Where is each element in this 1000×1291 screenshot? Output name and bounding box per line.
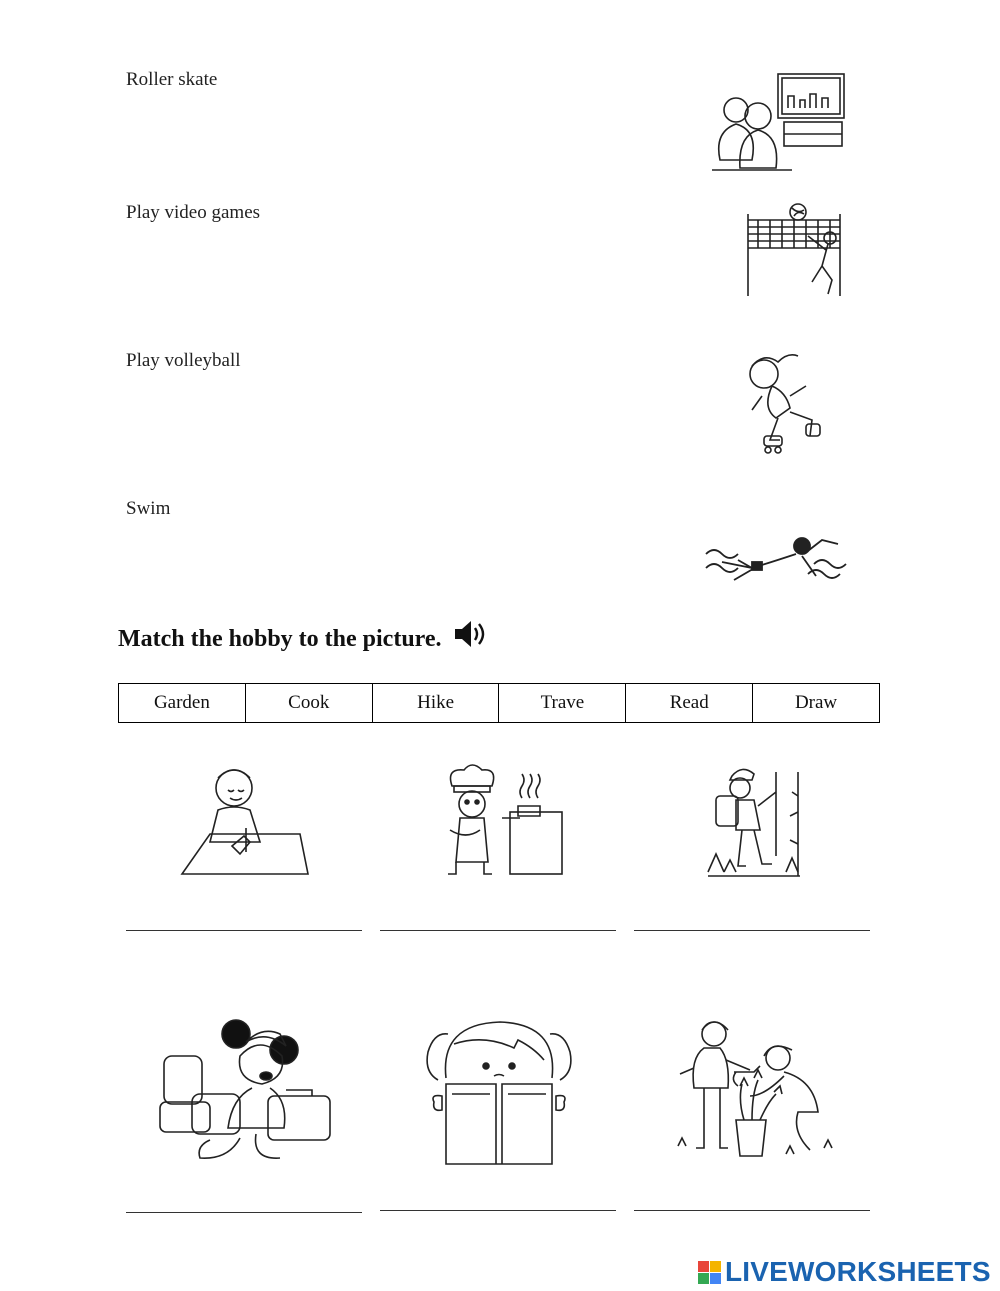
garden-picture xyxy=(674,1016,834,1160)
exercise-heading: Match the hobby to the picture. xyxy=(118,626,442,652)
hobby-label-3: Play volleyball xyxy=(126,350,241,371)
draw-picture xyxy=(178,762,312,878)
liveworksheets-logo xyxy=(698,1256,991,1288)
video-games-picture[interactable] xyxy=(706,70,848,176)
hobby-label-4: Swim xyxy=(126,498,171,519)
word-read[interactable]: Read xyxy=(626,684,753,722)
answer-field-4[interactable] xyxy=(126,1188,362,1213)
word-draw[interactable]: Draw xyxy=(794,692,838,713)
answer-field-6[interactable] xyxy=(634,1186,870,1211)
read-picture xyxy=(424,1018,574,1166)
word-hike[interactable]: Hike xyxy=(373,684,500,722)
swim-picture[interactable] xyxy=(704,530,850,592)
word-garden[interactable]: Garden xyxy=(119,684,246,722)
answer-field-5[interactable] xyxy=(380,1186,616,1211)
hike-picture xyxy=(702,762,808,884)
logo-text: LIVEWORKSHEETS xyxy=(725,1256,991,1287)
answer-field-2[interactable] xyxy=(380,906,616,931)
hobby-label-2: Play video games xyxy=(126,202,261,223)
word-cook[interactable]: Cook xyxy=(246,684,373,722)
answer-field-1[interactable] xyxy=(126,906,362,931)
logo-icon xyxy=(698,1261,721,1284)
answer-field-3[interactable] xyxy=(634,906,870,931)
roller-skate-picture[interactable] xyxy=(740,348,830,458)
word-trave[interactable]: Trave xyxy=(499,684,626,722)
word-bank xyxy=(118,683,880,723)
travel-picture xyxy=(156,1018,336,1166)
hobby-label-1: Roller skate xyxy=(126,69,218,90)
speaker-icon[interactable] xyxy=(453,619,487,654)
cook-picture xyxy=(432,764,564,882)
volleyball-picture[interactable] xyxy=(744,202,852,300)
